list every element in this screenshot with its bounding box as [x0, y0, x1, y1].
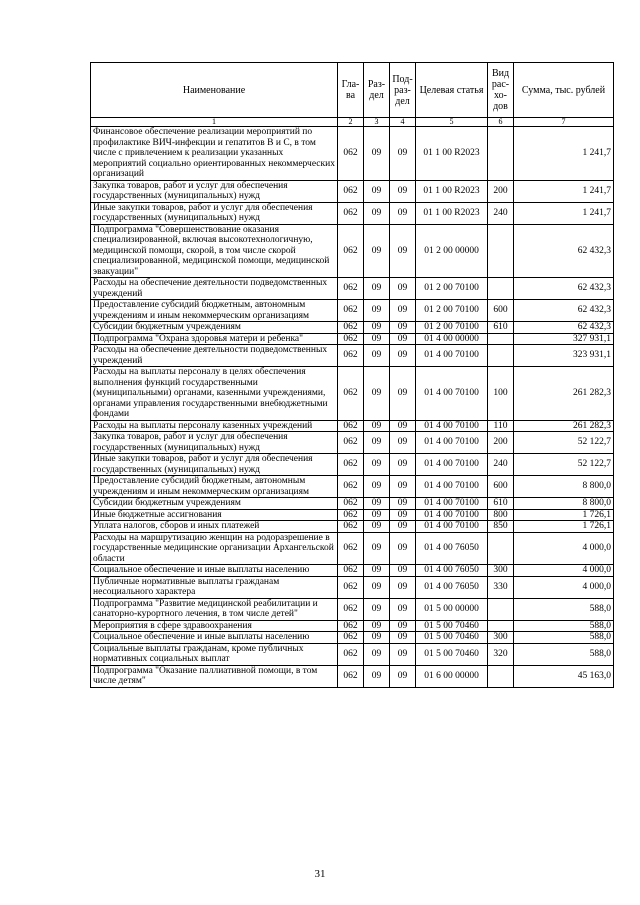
row-sum: 4 000,0	[514, 565, 614, 577]
row-expense-type: 240	[488, 202, 514, 224]
row-target-article: 01 4 00 70100	[416, 367, 488, 421]
row-target-article: 01 4 00 76050	[416, 576, 488, 598]
row-target-article: 01 2 00 00000	[416, 224, 488, 278]
row-subsection: 09	[390, 367, 416, 421]
row-name: Уплата налогов, сборов и иных платежей	[91, 521, 338, 533]
row-target-article: 01 5 00 00000	[416, 598, 488, 620]
row-name: Подпрограмма "Оказание паллиативной помощи, в том числе детям"	[91, 665, 338, 687]
row-name: Расходы на выплаты персоналу в целях обеспечения выполнения функций государственными (муниципальными) органами, казенными учреждениями, органами управления государственными внебюджетными фондами	[91, 367, 338, 421]
row-name: Иные закупки товаров, работ и услуг для обеспечения государственных (муниципальных) нужд	[91, 202, 338, 224]
row-name: Расходы на обеспечение деятельности подведомственных учреждений	[91, 345, 338, 367]
row-chapter: 062	[338, 333, 364, 345]
row-expense-type: 100	[488, 367, 514, 421]
row-subsection: 09	[390, 643, 416, 665]
row-chapter: 062	[338, 521, 364, 533]
row-section: 09	[364, 576, 390, 598]
row-section: 09	[364, 509, 390, 521]
row-name: Предоставление субсидий бюджетным, автономным учреждениям и иным некоммерческим организациям	[91, 476, 338, 498]
row-name: Субсидии бюджетным учреждениям	[91, 498, 338, 510]
table-row	[91, 432, 614, 454]
table-row	[91, 532, 614, 565]
row-target-article: 01 2 00 70100	[416, 322, 488, 334]
row-sum: 62 432,3	[514, 300, 614, 322]
row-subsection: 09	[390, 202, 416, 224]
table-row	[91, 498, 614, 510]
row-subsection: 09	[390, 632, 416, 644]
row-target-article: 01 4 00 76050	[416, 565, 488, 577]
row-expense-type	[488, 598, 514, 620]
row-sum: 45 163,0	[514, 665, 614, 687]
row-sum: 261 282,3	[514, 367, 614, 421]
table-row	[91, 367, 614, 421]
table-row	[91, 565, 614, 577]
page-number: 31	[314, 868, 326, 880]
row-name: Расходы на маршрутизацию женщин на родоразрешение в государственные медицинские организации Архангельской области	[91, 532, 338, 565]
row-name: Закупка товаров, работ и услуг для обеспечения государственных (муниципальных) нужд	[91, 432, 338, 454]
row-expense-type: 110	[488, 420, 514, 432]
table-row	[91, 576, 614, 598]
table-row	[91, 420, 614, 432]
row-name: Расходы на выплаты персоналу казенных учреждений	[91, 420, 338, 432]
row-subsection: 09	[390, 576, 416, 598]
row-target-article: 01 5 00 70460	[416, 620, 488, 632]
row-expense-type: 300	[488, 565, 514, 577]
header-row	[91, 63, 614, 118]
row-section: 09	[364, 643, 390, 665]
row-target-article: 01 1 00 R2023	[416, 202, 488, 224]
row-target-article: 01 2 00 70100	[416, 278, 488, 300]
row-sum: 8 800,0	[514, 498, 614, 510]
row-expense-type	[488, 532, 514, 565]
row-sum: 327 931,1	[514, 333, 614, 345]
column-number: 4	[390, 118, 416, 127]
table-row	[91, 454, 614, 476]
row-subsection: 09	[390, 565, 416, 577]
row-name: Подпрограмма "Развитие медицинской реабилитации и санаторно-курортного лечения, в том числе детей"	[91, 598, 338, 620]
column-number: 3	[364, 118, 390, 127]
table-row	[91, 620, 614, 632]
row-target-article: 01 4 00 70100	[416, 454, 488, 476]
row-subsection: 09	[390, 665, 416, 687]
row-sum: 62 432,3	[514, 278, 614, 300]
row-sum: 8 800,0	[514, 476, 614, 498]
row-sum: 588,0	[514, 643, 614, 665]
row-chapter: 062	[338, 576, 364, 598]
column-number: 6	[488, 118, 514, 127]
row-expense-type	[488, 620, 514, 632]
row-chapter: 062	[338, 598, 364, 620]
row-name: Подпрограмма "Совершенствование оказания специализированной, включая высокотехнологичную, медицинской помощи, скорой, в том числе скорой специализированной, медицинской помощи, медицинской эвакуации"	[91, 224, 338, 278]
row-name: Социальные выплаты гражданам, кроме публичных нормативных социальных выплат	[91, 643, 338, 665]
row-name: Социальное обеспечение и иные выплаты населению	[91, 565, 338, 577]
table-row	[91, 345, 614, 367]
row-subsection: 09	[390, 278, 416, 300]
row-chapter: 062	[338, 476, 364, 498]
row-expense-type	[488, 345, 514, 367]
row-target-article: 01 4 00 00000	[416, 333, 488, 345]
row-sum: 62 432,3	[514, 224, 614, 278]
row-expense-type: 600	[488, 476, 514, 498]
column-number: 2	[338, 118, 364, 127]
row-target-article: 01 4 00 70100	[416, 476, 488, 498]
row-section: 09	[364, 202, 390, 224]
row-subsection: 09	[390, 300, 416, 322]
row-target-article: 01 4 00 70100	[416, 420, 488, 432]
row-subsection: 09	[390, 476, 416, 498]
budget-table	[90, 62, 614, 688]
row-chapter: 062	[338, 345, 364, 367]
row-name: Публичные нормативные выплаты гражданам несоциального характера	[91, 576, 338, 598]
row-expense-type: 240	[488, 454, 514, 476]
row-sum: 1 241,7	[514, 202, 614, 224]
row-chapter: 062	[338, 643, 364, 665]
row-section: 09	[364, 432, 390, 454]
row-chapter: 062	[338, 498, 364, 510]
table-row	[91, 665, 614, 687]
row-expense-type: 300	[488, 632, 514, 644]
row-chapter: 062	[338, 665, 364, 687]
row-expense-type	[488, 224, 514, 278]
table-row	[91, 300, 614, 322]
row-expense-type: 850	[488, 521, 514, 533]
row-chapter: 062	[338, 432, 364, 454]
row-chapter: 062	[338, 454, 364, 476]
table-row	[91, 598, 614, 620]
column-number: 7	[514, 118, 614, 127]
row-expense-type: 200	[488, 432, 514, 454]
table-row	[91, 632, 614, 644]
row-subsection: 09	[390, 532, 416, 565]
row-sum: 62 432,3	[514, 322, 614, 334]
row-name: Расходы на обеспечение деятельности подведомственных учреждений	[91, 278, 338, 300]
row-section: 09	[364, 420, 390, 432]
row-chapter: 062	[338, 300, 364, 322]
row-section: 09	[364, 180, 390, 202]
row-name: Иные бюджетные ассигнования	[91, 509, 338, 521]
row-section: 09	[364, 565, 390, 577]
header-target: Целевая статья	[416, 63, 488, 118]
row-section: 09	[364, 322, 390, 334]
header-expense-type: Вид рас-хо-дов	[488, 63, 514, 118]
row-subsection: 09	[390, 454, 416, 476]
table-row	[91, 643, 614, 665]
row-subsection: 09	[390, 509, 416, 521]
row-sum: 1 726,1	[514, 521, 614, 533]
row-chapter: 062	[338, 509, 364, 521]
row-chapter: 062	[338, 565, 364, 577]
row-target-article: 01 1 00 R2023	[416, 180, 488, 202]
table-row	[91, 476, 614, 498]
row-subsection: 09	[390, 224, 416, 278]
row-expense-type	[488, 665, 514, 687]
row-subsection: 09	[390, 521, 416, 533]
row-target-article: 01 2 00 70100	[416, 300, 488, 322]
row-chapter: 062	[338, 180, 364, 202]
row-chapter: 062	[338, 632, 364, 644]
row-name: Закупка товаров, работ и услуг для обеспечения государственных (муниципальных) нужд	[91, 180, 338, 202]
row-section: 09	[364, 454, 390, 476]
header-name: Наименование	[91, 63, 338, 118]
table-row	[91, 278, 614, 300]
row-target-article: 01 5 00 70460	[416, 643, 488, 665]
row-chapter: 062	[338, 322, 364, 334]
table-row	[91, 180, 614, 202]
header-subsection: Под-раз-дел	[390, 63, 416, 118]
column-number: 1	[91, 118, 338, 127]
table-row	[91, 127, 614, 181]
row-sum: 1 726,1	[514, 509, 614, 521]
row-section: 09	[364, 367, 390, 421]
row-target-article: 01 4 00 70100	[416, 345, 488, 367]
table-row	[91, 322, 614, 334]
row-section: 09	[364, 224, 390, 278]
row-expense-type: 610	[488, 498, 514, 510]
row-section: 09	[364, 665, 390, 687]
row-expense-type	[488, 127, 514, 181]
table-row	[91, 509, 614, 521]
row-target-article: 01 4 00 70100	[416, 432, 488, 454]
row-section: 09	[364, 345, 390, 367]
row-sum: 52 122,7	[514, 454, 614, 476]
row-subsection: 09	[390, 127, 416, 181]
row-section: 09	[364, 521, 390, 533]
row-sum: 1 241,7	[514, 180, 614, 202]
row-name: Субсидии бюджетным учреждениям	[91, 322, 338, 334]
table-row	[91, 521, 614, 533]
row-subsection: 09	[390, 322, 416, 334]
row-sum: 323 931,1	[514, 345, 614, 367]
row-target-article: 01 4 00 70100	[416, 498, 488, 510]
row-section: 09	[364, 632, 390, 644]
row-subsection: 09	[390, 620, 416, 632]
row-section: 09	[364, 598, 390, 620]
row-expense-type: 600	[488, 300, 514, 322]
header-section: Раз-дел	[364, 63, 390, 118]
row-name: Подпрограмма "Охрана здоровья матери и ребенка"	[91, 333, 338, 345]
row-section: 09	[364, 532, 390, 565]
row-chapter: 062	[338, 420, 364, 432]
header-sum: Сумма, тыс. рублей	[514, 63, 614, 118]
row-expense-type: 330	[488, 576, 514, 598]
row-target-article: 01 1 00 R2023	[416, 127, 488, 181]
row-subsection: 09	[390, 432, 416, 454]
row-chapter: 062	[338, 532, 364, 565]
row-target-article: 01 5 00 70460	[416, 632, 488, 644]
row-expense-type	[488, 333, 514, 345]
row-chapter: 062	[338, 367, 364, 421]
column-number: 5	[416, 118, 488, 127]
row-section: 09	[364, 278, 390, 300]
row-section: 09	[364, 620, 390, 632]
row-expense-type: 200	[488, 180, 514, 202]
row-name: Финансовое обеспечение реализации мероприятий по профилактике ВИЧ-инфекции и гепатитов В и С, в том числе с привлечением к реализации указанных мероприятий социально ориентированных некоммерческих организаций	[91, 127, 338, 181]
row-chapter: 062	[338, 224, 364, 278]
row-section: 09	[364, 127, 390, 181]
row-section: 09	[364, 333, 390, 345]
row-expense-type	[488, 278, 514, 300]
row-section: 09	[364, 476, 390, 498]
table-row	[91, 224, 614, 278]
row-sum: 1 241,7	[514, 127, 614, 181]
row-subsection: 09	[390, 598, 416, 620]
row-sum: 588,0	[514, 632, 614, 644]
header-chapter: Гла-ва	[338, 63, 364, 118]
row-chapter: 062	[338, 127, 364, 181]
row-subsection: 09	[390, 498, 416, 510]
row-sum: 261 282,3	[514, 420, 614, 432]
row-name: Мероприятия в сфере здравоохранения	[91, 620, 338, 632]
row-chapter: 062	[338, 278, 364, 300]
row-name: Иные закупки товаров, работ и услуг для обеспечения государственных (муниципальных) нужд	[91, 454, 338, 476]
row-subsection: 09	[390, 180, 416, 202]
row-sum: 588,0	[514, 620, 614, 632]
row-name: Социальное обеспечение и иные выплаты населению	[91, 632, 338, 644]
row-target-article: 01 4 00 70100	[416, 509, 488, 521]
row-section: 09	[364, 300, 390, 322]
row-expense-type: 320	[488, 643, 514, 665]
row-subsection: 09	[390, 420, 416, 432]
row-subsection: 09	[390, 345, 416, 367]
row-expense-type: 800	[488, 509, 514, 521]
column-number-row	[91, 118, 614, 127]
table-row	[91, 333, 614, 345]
row-chapter: 062	[338, 202, 364, 224]
row-sum: 4 000,0	[514, 532, 614, 565]
row-chapter: 062	[338, 620, 364, 632]
row-target-article: 01 6 00 00000	[416, 665, 488, 687]
row-expense-type: 610	[488, 322, 514, 334]
row-section: 09	[364, 498, 390, 510]
row-sum: 588,0	[514, 598, 614, 620]
row-subsection: 09	[390, 333, 416, 345]
table-row	[91, 202, 614, 224]
row-target-article: 01 4 00 76050	[416, 532, 488, 565]
row-sum: 4 000,0	[514, 576, 614, 598]
row-target-article: 01 4 00 70100	[416, 521, 488, 533]
row-name: Предоставление субсидий бюджетным, автономным учреждениям и иным некоммерческим организациям	[91, 300, 338, 322]
row-sum: 52 122,7	[514, 432, 614, 454]
